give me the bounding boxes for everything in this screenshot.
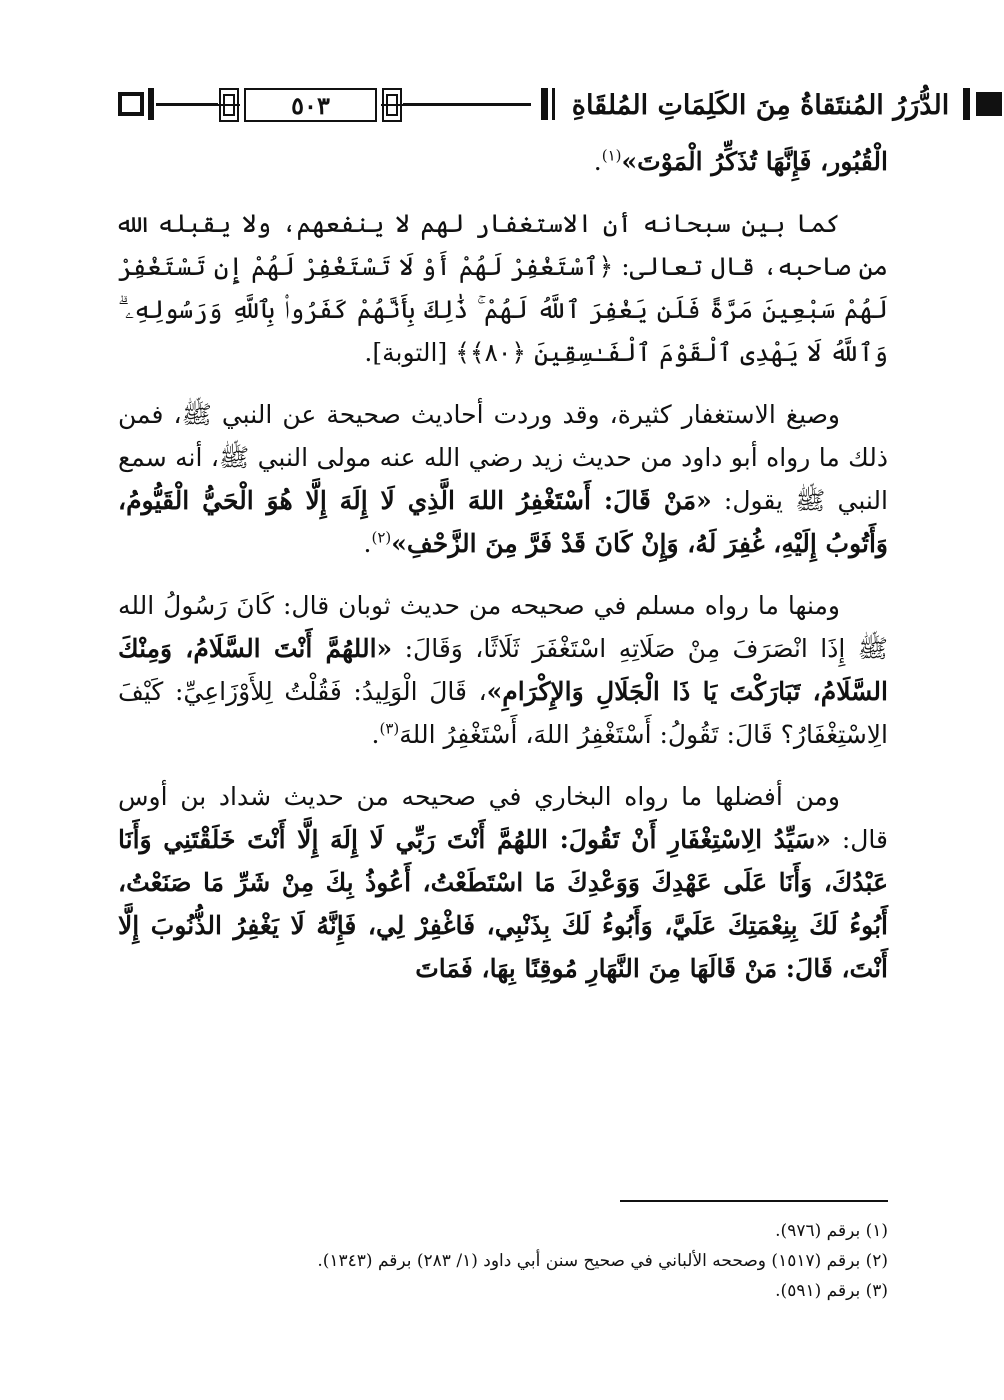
paragraph [118,202,888,374]
text-run: [التوبة]. [364,338,456,367]
body-text [118,140,888,1009]
header-rule-middle [403,103,531,106]
page-number: ٥٠٣ [244,88,377,122]
header-ornament-open-square [118,92,144,116]
footnote: (١) برقم (٩٧٦). [775,1221,888,1241]
hadith-text: «مَنْ قَالَ: أَسْتَغْفِرُ اللهَ الَّذِي لَا إِلَهَ إِلَّا هُوَ الْحَيُّ الْقَيُّومُ، وَأَتُوبُ إِلَيْهِ، غُفِرَ لَهُ، وَإِنْ كَانَ قَدْ فَرَّ مِنَ الزَّحْفِ» [118,486,888,558]
text-run: ، قَالَ الْوَلِيدُ: فَقُلْتُ لِلأَوْزَاعِيِّ: كَيْفَ الِاسْتِغْفَارُ؟ قَالَ: تَقُولُ: أَسْتَغْفِرُ اللهَ، أَسْتَغْفِرُ اللهَ [118,677,888,749]
footnotes [118,1216,888,1306]
hadith-text: «سَيِّدُ الِاسْتِغْفَارِ أَنْ تَقُولَ: اللهُمَّ أَنْتَ رَبِّي لَا إِلَهَ إِلَّا أَنْتَ خَلَقْتَنِي وَأَنَا عَبْدُكَ، وَأَنَا عَلَى عَهْدِكَ وَوَعْدِكَ مَا اسْتَطَعْتُ، أَعُوذُ بِكَ مِنْ شَرِّ مَا صَنَعْتُ، أَبُوءُ لَكَ بِنِعْمَتِكَ عَلَيَّ، وَأَبُوءُ لَكَ بِذَنْبِي، فَاغْفِرْ لِي، فَإِنَّهُ لَا يَغْفِرُ الذُّنُوبَ إِلَّا أَنْتَ، قَالَ: مَنْ قَالَهَا مِنَ النَّهَارِ مُوقِنًا بِهَا، فَمَاتَ [118,825,888,983]
text-run: ومنها ما رواه مسلم في صحيحه من حديث ثوبان قال: كَانَ رَسُولُ الله ﷺ إِذَا انْصَرَفَ مِنْ صَلَاتِهِ اسْتَغْفَرَ ثَلَاثًا، وَقَالَ: [118,591,888,663]
footnote-marker: (٣) [379,719,400,738]
quran-verse: ﴿ٱسْتَغْفِرْ لَهُمْ أَوْ لَا تَسْتَغْفِرْ لَهُمْ إِن تَسْتَغْفِرْ لَهُمْ سَبْعِينَ مَرَّةً فَلَن يَغْفِرَ ٱللَّهُ لَهُمْ ۚ ذَٰلِكَ بِأَنَّهُمْ كَفَرُوا۟ بِٱللَّهِ وَرَسُولِهِۦ ۗ وَٱللَّهُ لَا يَهْدِى ٱلْقَوْمَ ٱلْفَـٰسِقِينَ ﴿٨٠﴾﴾ [118,252,888,367]
text-run: . [363,529,372,558]
header-rule-left [156,103,218,106]
paragraph [118,584,888,756]
hadith-text: «اللهُمَّ أَنْتَ السَّلَامُ، وَمِنْكَ السَّلَامُ، تَبَارَكْتَ يَا ذَا الْجَلَالِ وَالإِكْرَامِ» [118,634,888,706]
header-ornament-bar [541,88,548,120]
book-title: الدُّرَرُ المُنتَقاةُ مِنَ الكَلِمَاتِ المُلقَاةِ [571,89,950,121]
hadith-text: الْقُبُور، فَإِنَّهَا تُذَكِّرُ الْمَوْتَ» [621,147,888,176]
footnote: (٣) برقم (٥٩١). [775,1281,888,1301]
text-run: . [593,147,602,176]
page-number-frame [218,83,403,127]
footnote-marker: (٢) [371,528,392,547]
text-run: وصيغ الاستغفار كثيرة، وقد وردت أحاديث صحيحة عن النبي ﷺ، فمن ذلك ما رواه أبو داود من حديث زيد رضي الله عنه مولى النبي ﷺ، أنه سمع النبي ﷺ يقول: [118,400,888,515]
frame-ornament-right-icon [381,83,403,127]
footnote: (٢) برقم (١٥١٧) وصححه الألباني في صحيح سنن أبي داود (١/ ٢٨٣) برقم (١٣٤٣). [317,1251,888,1271]
paragraph [118,775,888,990]
header-ornament-bar [148,88,154,120]
paragraph [118,393,888,565]
footnote-separator [620,1200,888,1202]
header-ornament-bar [963,88,970,120]
footnote-marker: (١) [601,146,622,165]
text-run: . [371,720,380,749]
text-run: ومن أفضلها ما رواه البخاري في صحيحه من حديث شداد بن أوس قال: [118,782,888,854]
page-header [118,80,950,130]
frame-ornament-left-icon [218,83,240,127]
header-ornament-bar [552,88,555,120]
text-run: كما بين سبحانه أن الاستغفار لهم لا ينفعهم، ولا يقبله الله من صاحبه، قال تعالى: [118,209,888,281]
header-ornament-filled-square [976,92,1002,116]
paragraph [118,140,888,183]
